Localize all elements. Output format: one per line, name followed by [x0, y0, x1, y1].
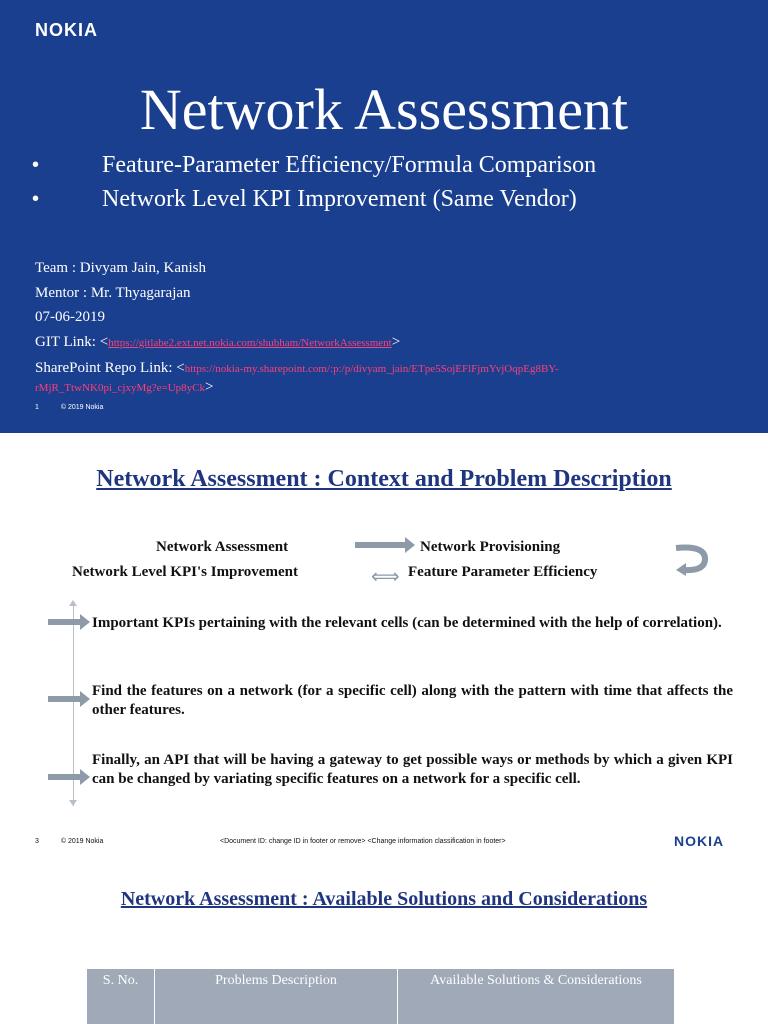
page-number: 1	[35, 404, 39, 411]
context-slide-title: Network Assessment : Context and Problem Description	[96, 466, 672, 492]
problem-point: Important KPIs pertaining with the relevant cells (can be determined with the help of correlation).	[92, 615, 722, 631]
sharepoint-link-part2[interactable]: rMjR_TtwNK0pi_cjxyMg?e=Up8yCk	[35, 382, 205, 394]
network-provisioning-label: Network Provisioning	[420, 539, 561, 555]
sharepoint-close: >	[204, 379, 214, 395]
table-header-row	[87, 969, 674, 1024]
team-line: Team : Divyam Jain, Kanish	[35, 260, 206, 276]
sharepoint-label: SharePoint Repo Link: <	[35, 360, 185, 376]
bullet-icon: •	[32, 153, 40, 176]
kpi-improvement-label: Network Level KPI's Improvement	[72, 564, 298, 580]
point-arrow-icon	[48, 774, 80, 780]
curved-return-arrow-icon	[672, 543, 712, 577]
bullet-text: Network Level KPI Improvement (Same Vendor)	[102, 185, 577, 212]
slide-footer	[35, 404, 123, 411]
nokia-logo: NOKIA	[674, 833, 725, 849]
copyright: © 2019 Nokia	[60, 404, 104, 411]
bullet-item	[32, 182, 596, 216]
slide-meta	[35, 256, 559, 397]
timeline-down-arrow-icon	[69, 800, 77, 806]
slide-footer	[35, 838, 103, 845]
solutions-slide-title: Network Assessment : Available Solutions and Considerations	[120, 888, 648, 910]
bullet-text: Feature-Parameter Efficiency/Formula Comparison	[102, 151, 597, 178]
table-header-sno: S. No.	[87, 969, 155, 1024]
double-arrow-icon: ⟺	[371, 564, 400, 588]
date-line: 07-06-2019	[35, 309, 105, 325]
title-slide	[0, 0, 768, 433]
point-arrow-icon	[48, 696, 80, 702]
solutions-table	[87, 969, 674, 1024]
sharepoint-line	[35, 359, 559, 397]
feature-parameter-label: Feature Parameter Efficiency	[408, 564, 598, 580]
git-label: GIT Link: <	[35, 333, 109, 350]
bullet-icon: •	[32, 187, 40, 210]
slide-title: Network Assessment	[139, 77, 629, 142]
right-arrow-icon	[355, 542, 407, 548]
git-close: >	[391, 333, 401, 350]
table-header-solutions: Available Solutions & Considerations	[398, 969, 675, 1024]
point-arrow-head-icon	[80, 691, 90, 707]
bullet-item	[32, 148, 596, 182]
point-arrow-head-icon	[80, 614, 90, 630]
git-link[interactable]: https://gitlabe2.ext.net.nokia.com/shubham/NetworkAssessment	[108, 336, 392, 349]
sharepoint-link-part1[interactable]: https://nokia-my.sharepoint.com/:p:/p/divyam_jain/ETpe5SojEFlFjmYvjOqpEg8BY-	[184, 363, 559, 375]
git-line	[35, 330, 559, 356]
right-arrow-head-icon	[405, 537, 415, 553]
problem-point: Find the features on a network (for a specific cell) along with the pattern with time that affects the other features.	[92, 683, 733, 718]
page-number: 3	[35, 838, 39, 845]
copyright: © 2019 Nokia	[60, 838, 104, 845]
mentor-line: Mentor : Mr. Thyagarajan	[35, 284, 191, 301]
bullet-list	[32, 148, 596, 216]
network-assessment-label: Network Assessment	[156, 539, 289, 555]
point-arrow-icon	[48, 619, 80, 625]
nokia-logo: NOKIA	[35, 20, 98, 40]
point-arrow-head-icon	[80, 769, 90, 785]
timeline-up-arrow-icon	[69, 600, 77, 606]
problem-point: Finally, an API that will be having a gateway to get possible ways or methods by which a given KPI can be changed by variating specific features on a network for a specific cell.	[92, 752, 733, 787]
footer-document-id: <Document ID: change ID in footer or remove> <Change information classification in footer>	[220, 838, 506, 845]
table-header-problems: Problems Description	[155, 969, 398, 1024]
